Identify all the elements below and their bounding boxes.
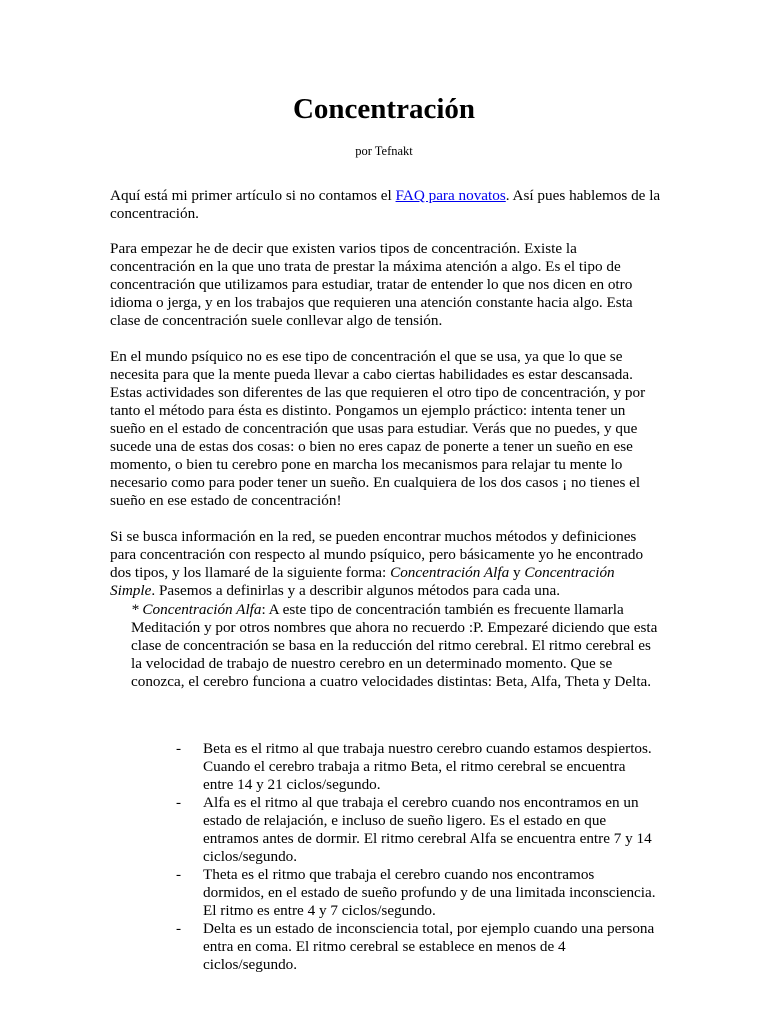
author-byline: por Tefnakt [355,144,413,158]
intro-paragraph [110,187,662,223]
definitions-text-outro: . Pasemos a definirlas y a describir algunos métodos para cada una. [151,582,561,599]
page-title: Concentración [292,93,476,125]
bullet-dash: - [176,740,182,757]
list-item-delta [176,920,656,974]
alfa-section-text: : A este tipo de concentración también es frecuente llamarla Meditación y por otros nombres que ahora no recuerdo :P. Empezaré diciendo que esta clase de concentración se basa en la reducción del ritmo cerebral. El ritmo cerebral es la velocidad de trabajo de nuestro cerebro en un determinado momento. Que se conozca, el cerebro funciona a cuatro velocidades distintas: Beta, Alfa, Theta y Delta. [131,601,658,690]
intro-text-before-link: Aquí está mi primer artículo si no contamos el [110,187,396,204]
list-item-alfa [176,794,656,866]
definitions-paragraph [110,528,662,600]
intro-text-after-link: . Así pues hablemos de la concentración. [110,187,661,222]
list-item-text: Delta es un estado de inconsciencia total, por ejemplo cuando una persona entra en coma. El ritmo cerebral se establece en menos de 4 ciclos/segundo. [203,920,655,973]
term-concentracion-alfa: Concentración Alfa [390,564,510,581]
term-concentracion-simple: Concentración Simple [110,564,615,599]
bullet-dash: - [176,794,182,811]
list-item-text: Alfa es el ritmo al que trabaja el cerebro cuando nos encontramos en un estado de relajación, e incluso de sueño ligero. Es el estado en que entramos antes de dormir. El ritmo cerebral Alfa se encuentra entre 7 y 14 ciclos/segundo. [203,794,652,865]
list-item-text: Beta es el ritmo al que trabaja nuestro cerebro cuando estamos despiertos. Cuando el cerebro trabaja a ritmo Beta, el ritmo cerebral se encuentra entre 14 y 21 ciclos/segundo. [203,740,652,793]
alfa-section-term: * Concentración Alfa [131,601,262,618]
alfa-concentration-paragraph [131,601,665,691]
definitions-text-intro: Si se busca información en la red, se pueden encontrar muchos métodos y definiciones para concentración con respecto al mundo psíquico, pero básicamente yo he encontrado dos tipos, y los llamaré de la siguiente forma: [110,528,644,581]
list-item-beta [176,740,656,794]
concentration-types-paragraph: Para empezar he de decir que existen varios tipos de concentración. Existe la concentración en la que uno trata de prestar la máxima atención a algo. Es el tipo de concentración que utilizamos para estudiar, tratar de entender lo que nos dicen en otro idioma o jerga, y en los trabajos que requieren una atención constante hacia algo. Esta clase de concentración suele conllevar algo de tensión. [110,240,633,329]
list-item-theta [176,866,656,920]
faq-link[interactable]: FAQ para novatos [395,187,506,204]
definitions-connector: y [509,564,525,581]
bullet-dash: - [176,866,182,883]
brain-rhythm-list [176,740,656,974]
psychic-world-paragraph: En el mundo psíquico no es ese tipo de concentración el que se usa, ya que lo que se necesita para que la mente pueda llevar a cabo ciertas habilidades es estar descansada. Estas actividades son diferentes de las que requieren el otro tipo de concentración, y por tanto el método para ésta es distinto. Pongamos un ejemplo práctico: intenta tener un sueño en el estado de concentración que usas para estudiar. Verás que no puedes, y que sucede una de estas dos cosas: o bien no eres capaz de ponerte a tener un sueño en ese momento, o bien tu cerebro pone en marcha los mecanismos para relajar tu mente lo necesario como para poder tener un sueño. En cualquiera de los dos casos ¡ no tienes el sueño en ese estado de concentración! [110,348,646,509]
list-item-text: Theta es el ritmo que trabaja el cerebro cuando nos encontramos dormidos, en el estado de sueño profundo y de una limitada inconsciencia. El ritmo es entre 4 y 7 ciclos/segundo. [203,866,656,919]
bullet-dash: - [176,920,182,937]
